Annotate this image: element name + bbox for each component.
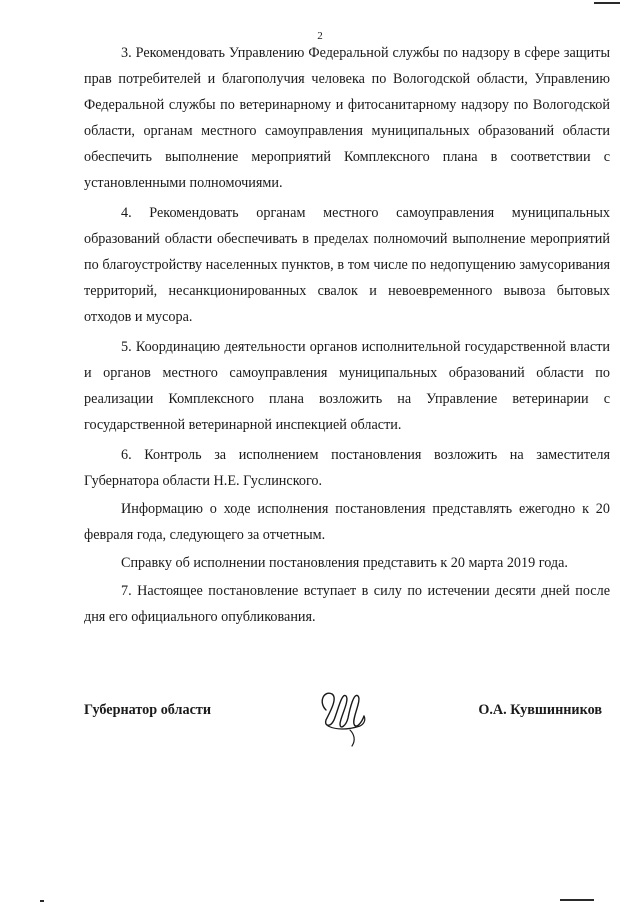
signature-block (84, 680, 610, 760)
paragraph-5-coordination: 5. Координацию деятельности органов исполнительной государственной власти и органов местного самоуправления муниципальных образований области по реализации Комплексного плана возложить на Управление ветеринарии с государственной ветеринарной инспекцией области. (84, 339, 610, 433)
paragraph-report-deadline: Справку об исполнении постановления представить к 20 марта 2019 года. (121, 555, 568, 571)
scan-artifact-bottom-right (560, 899, 594, 901)
paragraph-information-reporting: Информацию о ходе исполнения постановления представлять ежегодно к 20 февраля года, следующего за отчетным. (84, 501, 610, 543)
scan-artifact-top-right (594, 2, 620, 4)
paragraph-7-entry-into-force: 7. Настоящее постановление вступает в силу по истечении десяти дней после дня его официального опубликования. (84, 583, 610, 625)
scan-artifact-bottom-left (40, 900, 44, 902)
document-body (84, 40, 610, 634)
handwritten-signature (314, 680, 372, 750)
page-number: 2 (317, 30, 323, 42)
paragraph-3-recommendation-federal-services: 3. Рекомендовать Управлению Федеральной службы по надзору в сфере защиты прав потребителей и благополучия человека по Вологодской области, Управлению Федеральной службы по ветеринарному и фитосанитарному надзору по Вологодской области, органам местного самоуправления муниципальных образований области обеспечить выполнение мероприятий Комплексного плана в соответствии с установленными полномочиями. (84, 45, 610, 191)
signatory-title: Губернатор области (84, 702, 212, 718)
paragraph-6-control: 6. Контроль за исполнением постановления возложить на заместителя Губернатора области Н.Е. Гуслинского. (84, 447, 610, 489)
paragraph-4-recommendation-local-government: 4. Рекомендовать органам местного самоуправления муниципальных образований области обеспечивать в пределах полномочий выполнение мероприятий по благоустройству населенных пунктов, в том числе по недопущению замусоривания территорий, несанкционированных свалок и невоевременного вывоза бытовых отходов и мусора. (84, 205, 610, 325)
signatory-name: О.А. Кувшинников (478, 702, 602, 718)
